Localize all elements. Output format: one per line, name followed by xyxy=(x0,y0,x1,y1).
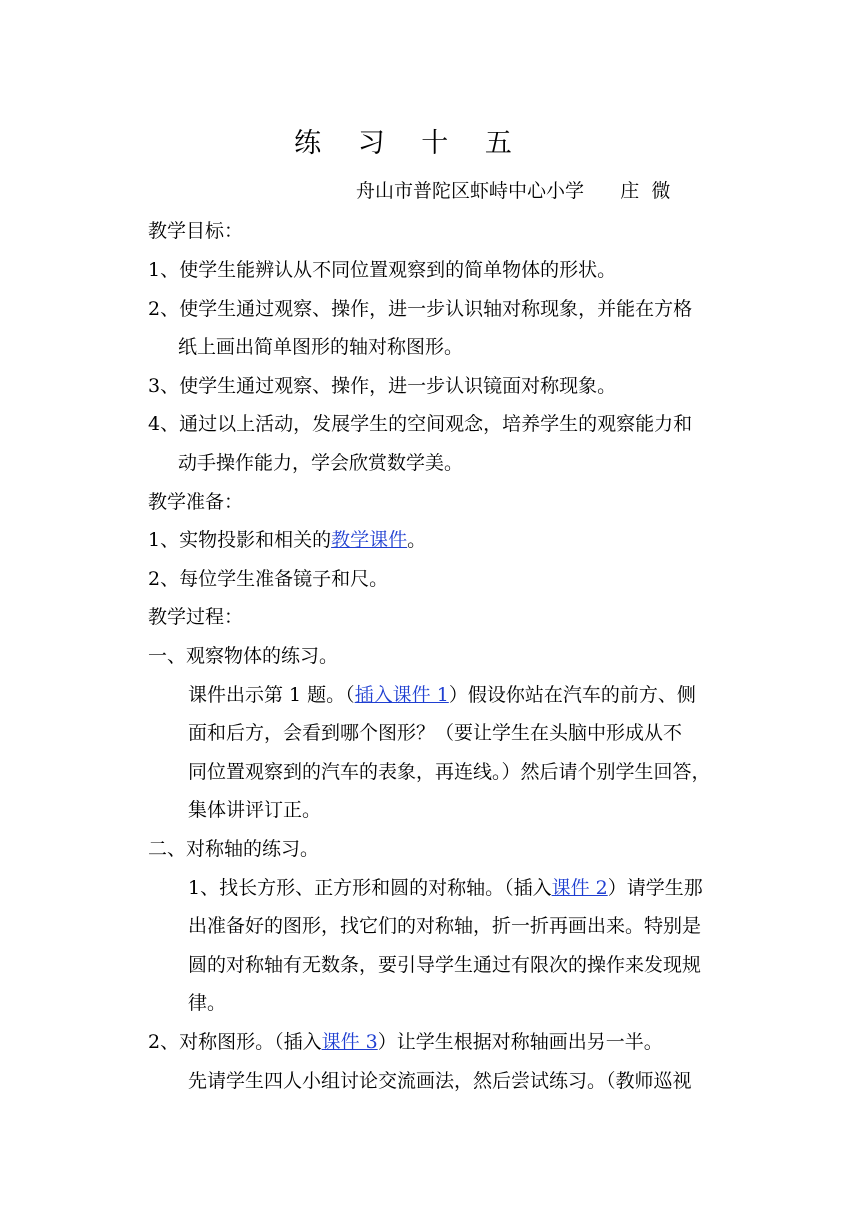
objective-item-2-line-1: 2、使学生通过观察、操作，进一步认识轴对称现象，并能在方格 xyxy=(148,298,693,320)
courseware-2-link[interactable]: 课件 2 xyxy=(551,877,608,899)
section-2-item-1-rest: ）请学生那 xyxy=(607,877,703,899)
insert-courseware-1-link[interactable]: 插入课件 1 xyxy=(354,684,449,706)
section-2-item-1-line-4: 律。 xyxy=(188,992,227,1014)
section-1-line-3: 同位置观察到的汽车的表象，再连线。）然后请个别学生回答， xyxy=(188,761,711,783)
objective-item-3: 3、使学生通过观察、操作，进一步认识镜面对称现象。 xyxy=(148,375,617,397)
teaching-courseware-link[interactable]: 教学课件 xyxy=(331,529,408,551)
section-2-item-2 xyxy=(148,1027,663,1057)
objective-item-4-line-1: 4、通过以上活动，发展学生的空间观念，培养学生的观察能力和 xyxy=(148,413,693,435)
section-2-heading: 二、对称轴的练习。 xyxy=(148,838,320,860)
author-line: 舟山市普陀区虾峙中心小学 庄 微 xyxy=(356,180,671,202)
objective-item-1: 1、使学生能辨认从不同位置观察到的简单物体的形状。 xyxy=(148,259,617,281)
preparation-item-1 xyxy=(148,525,426,555)
section-2-item-1-line-2: 出准备好的图形，找它们的对称轴，折一折再画出来。特别是 xyxy=(188,915,702,937)
section-1-heading: 一、观察物体的练习。 xyxy=(148,645,339,667)
objective-item-4-line-2: 动手操作能力，学会欣赏数学美。 xyxy=(178,452,464,474)
section-2-item-1-line-3: 圆的对称轴有无数条，要引导学生通过有限次的操作来发现规 xyxy=(188,954,702,976)
document-title: 练 习 十 五 xyxy=(294,128,526,159)
section-2-item-2-text: 2、对称图形。（插入 xyxy=(148,1031,322,1053)
section-2-item-2-line-2: 先请学生四人小组讨论交流画法，然后尝试练习。（教师巡视 xyxy=(188,1070,692,1092)
preparation-item-1-text: 1、实物投影和相关的 xyxy=(148,529,332,551)
process-heading: 教学过程： xyxy=(148,606,244,628)
courseware-3-link[interactable]: 课件 3 xyxy=(321,1031,378,1053)
section-1-line-1 xyxy=(188,680,696,710)
objectives-heading: 教学目标： xyxy=(148,220,244,242)
preparation-item-1-end: 。 xyxy=(407,529,427,551)
section-1-line-1-rest: ）假设你站在汽车的前方、侧 xyxy=(448,684,696,706)
section-1-line-4: 集体讲评订正。 xyxy=(188,799,322,821)
section-1-line-1-text: 课件出示第 1 题。（ xyxy=(188,684,355,706)
preparation-item-2: 2、每位学生准备镜子和尺。 xyxy=(148,568,389,590)
section-2-item-2-rest: ）让学生根据对称轴画出另一半。 xyxy=(377,1031,663,1053)
section-2-item-1-line-1 xyxy=(188,873,703,903)
section-2-item-1-text: 1、找长方形、正方形和圆的对称轴。（插入 xyxy=(188,877,552,899)
objective-item-2-line-2: 纸上画出简单图形的轴对称图形。 xyxy=(178,336,464,358)
preparation-heading: 教学准备： xyxy=(148,491,244,513)
section-1-line-2: 面和后方，会看到哪个图形？（要让学生在头脑中形成从不 xyxy=(188,722,683,744)
